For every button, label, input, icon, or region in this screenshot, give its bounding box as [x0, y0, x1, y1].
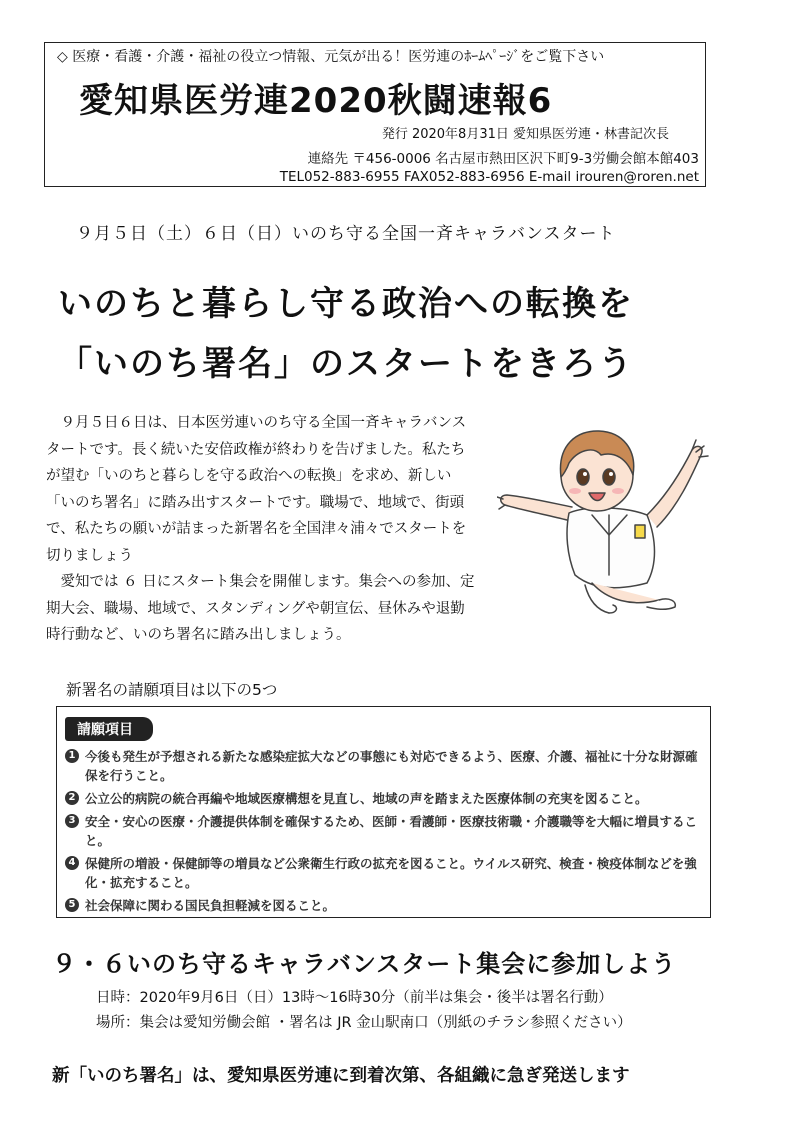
petition-items-box [56, 706, 711, 918]
number-marker: 5 [65, 898, 79, 912]
number-marker: 4 [65, 856, 79, 870]
number-marker: 1 [65, 749, 79, 763]
contact-line: TEL052-883-6955 FAX052-883-6956 E-mail irouren@roren.net [279, 169, 699, 185]
issuer-line: 発行 2020年8月31日 愛知県医労連・林書記次長 [381, 127, 669, 142]
article-paragraph-1: ９月５日６日は、日本医労連いのち守る全国一斉キャラバンスタートです。長く続いた安倍政権が終わりを告げました。私たちが望む「いのちと暮らしを守る政治への転換」を求め、新しい「いのち署名」に踏み出すスタートです。職場で、地域で、街頭で、私たちの願いが詰まった新署名を全国津々浦々でスタートを切りましょう [46, 415, 467, 564]
address-line: 連絡先 〒456-0006 名古屋市熱田区沢下町9-3労働会館本館403 [307, 151, 699, 167]
tagline: ◇ 医療・看護・介護・福祉の役立つ情報、元気が出る！医労連のﾎｰﾑﾍﾟｰｼﾞをご覧下さい [57, 49, 605, 65]
list-item [65, 854, 705, 892]
petition-items-badge: 請願項目 [65, 717, 153, 741]
article-body [46, 410, 476, 649]
closing-notice: 新「いのち署名」は、愛知県医労連に到着次第、各組織に急ぎ発送します [52, 1066, 630, 1086]
petition-item-text: 今後も発生が予想される新たな感染症拡大などの事態にも対応できるよう、医療、介護、福祉に十分な財源確保を行うこと。 [85, 749, 698, 783]
masthead-box [44, 42, 706, 187]
number-marker: 3 [65, 814, 79, 828]
petition-item-text: 安全・安心の医療・介護提供体制を確保するため、医師・看護師・医療技術職・介護職等を大幅に増員すること。 [85, 814, 698, 848]
list-item [65, 747, 705, 785]
nurse-mascot-illustration [497, 415, 712, 615]
rally-date: 日時：2020年9月6日（日）13時～16時30分（前半は集会・後半は署名行動） [96, 990, 613, 1006]
rally-place: 場所：集会は愛知労働会館 ・署名は JR 金山駅南口（別紙のチラシ参照ください） [96, 1015, 632, 1031]
number-marker: 2 [65, 791, 79, 805]
petition-intro: 新署名の請願項目は以下の5つ [66, 681, 278, 699]
subheadline: ９月５日（土）６日（日）いのち守る全国一斉キャラバンスタート [76, 224, 616, 244]
headline-line-1: いのちと暮らし守る政治への転換を [58, 284, 634, 324]
list-item [65, 789, 705, 808]
list-item [65, 812, 705, 850]
newsletter-title: 愛知県医労連2020秋闘速報6 [79, 81, 553, 121]
petition-items-list [65, 747, 705, 919]
petition-item-text: 公立公的病院の統合再編や地域医療構想を見直し、地域の声を踏まえた医療体制の充実を図ること。 [85, 791, 648, 806]
petition-item-text: 保健所の増設・保健師等の増員など公衆衛生行政の拡充を図ること。ウイルス研究、検査・検疫体制などを強化・拡充すること。 [85, 856, 697, 890]
rally-title: ９・６いのち守るキャラバンスタート集会に参加しよう [52, 950, 677, 978]
article-paragraph-2: 愛知では ６ 日にスタート集会を開催します。集会への参加、定期大会、職場、地域で、スタンディングや朝宣伝、昼休みや退勤時行動など、いのち署名に踏み出しましょう。 [46, 574, 475, 643]
petition-item-text: 社会保障に関わる国民負担軽減を図ること。 [85, 898, 336, 913]
headline-line-2: 「いのち署名」のスタートをきろう [58, 344, 634, 384]
list-item [65, 896, 705, 915]
